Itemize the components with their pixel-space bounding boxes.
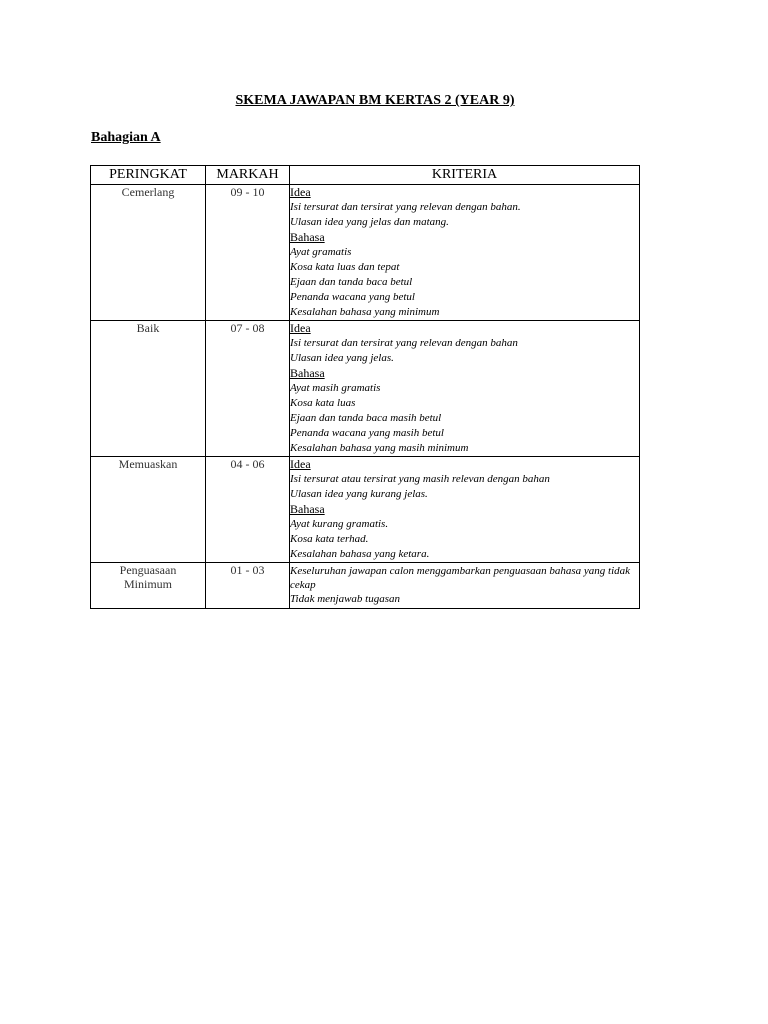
marks-cell: 07 - 08	[206, 321, 290, 457]
section-heading: Bahagian A	[91, 130, 161, 145]
criteria-item: Ayat masih gramatis	[290, 382, 381, 394]
criteria-cell	[290, 321, 640, 457]
level-cell: Penguasaan Minimum	[91, 563, 206, 609]
marks-cell: 01 - 03	[206, 563, 290, 609]
criteria-item: Ulasan idea yang kurang jelas.	[290, 488, 428, 500]
table-row	[91, 563, 640, 609]
criteria-cell	[290, 457, 640, 563]
criteria-item: Ejaan dan tanda baca betul	[290, 276, 413, 288]
bahasa-heading: Bahasa	[290, 366, 325, 380]
criteria-item: Isi tersurat dan tersirat yang relevan dengan bahan.	[290, 201, 521, 213]
table-row	[91, 457, 640, 563]
criteria-item: Isi tersurat dan tersirat yang relevan dengan bahan	[290, 337, 518, 349]
criteria-item: Kosa kata luas	[290, 397, 356, 409]
criteria-item: Tidak menjawab tugasan	[290, 593, 401, 605]
criteria-item: Ayat gramatis	[290, 246, 352, 258]
idea-heading: Idea	[290, 457, 311, 471]
level-cell: Baik	[91, 321, 206, 457]
criteria-item: Ejaan dan tanda baca masih betul	[290, 412, 442, 424]
idea-heading: Idea	[290, 321, 311, 335]
bahasa-heading: Bahasa	[290, 230, 325, 244]
criteria-item: Isi tersurat atau tersirat yang masih relevan dengan bahan	[290, 473, 550, 485]
header-peringkat: PERINGKAT	[91, 166, 206, 185]
table-header-row	[91, 166, 640, 185]
table-row	[91, 321, 640, 457]
header-kriteria: KRITERIA	[290, 166, 640, 185]
criteria-cell	[290, 563, 640, 609]
criteria-item: Ayat kurang gramatis.	[290, 518, 389, 530]
marks-cell: 04 - 06	[206, 457, 290, 563]
criteria-item: Ulasan idea yang jelas.	[290, 352, 394, 364]
header-markah: MARKAH	[206, 166, 290, 185]
criteria-item: Keseluruhan jawapan calon menggambarkan penguasaan bahasa yang tidak cekap	[290, 565, 631, 591]
criteria-item: Kesalahan bahasa yang minimum	[290, 306, 440, 318]
bahasa-heading: Bahasa	[290, 502, 325, 516]
idea-heading: Idea	[290, 185, 311, 199]
level-cell: Memuaskan	[91, 457, 206, 563]
rubric-table	[90, 165, 640, 609]
document-title: SKEMA JAWAPAN BM KERTAS 2 (YEAR 9)	[235, 93, 515, 108]
criteria-item: Kosa kata luas dan tepat	[290, 261, 400, 273]
criteria-item: Ulasan idea yang jelas dan matang.	[290, 216, 449, 228]
criteria-item: Kesalahan bahasa yang masih minimum	[290, 442, 469, 454]
criteria-item: Penanda wacana yang masih betul	[290, 427, 444, 439]
criteria-cell	[290, 185, 640, 321]
level-cell: Cemerlang	[91, 185, 206, 321]
marks-cell: 09 - 10	[206, 185, 290, 321]
table-row	[91, 185, 640, 321]
criteria-item: Penanda wacana yang betul	[290, 291, 415, 303]
criteria-item: Kosa kata terhad.	[290, 533, 369, 545]
criteria-item: Kesalahan bahasa yang ketara.	[290, 548, 430, 560]
